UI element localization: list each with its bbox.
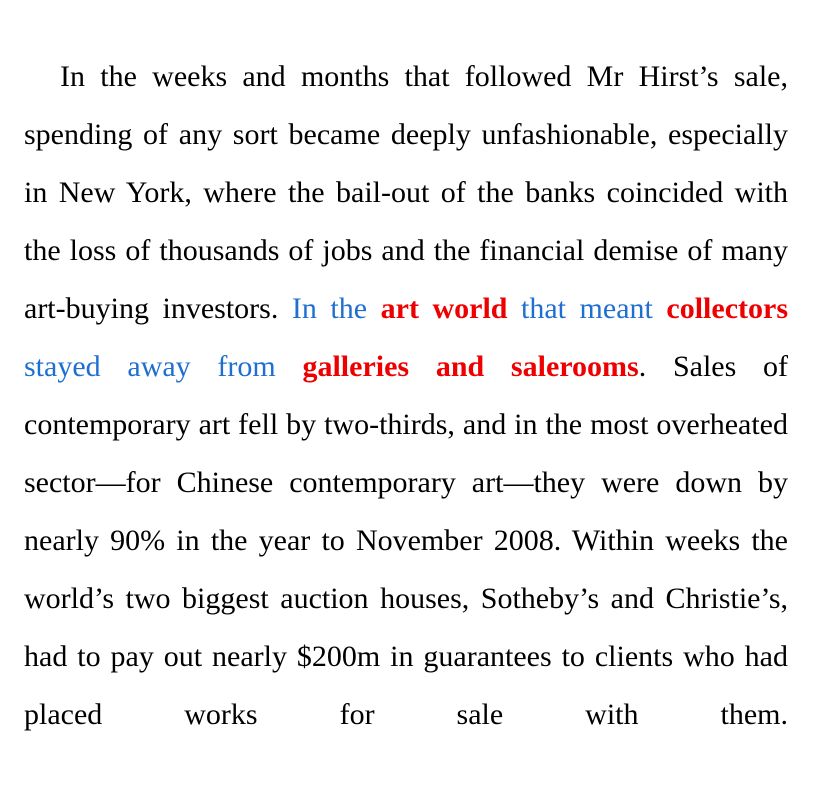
text-run-red-6: galleries and salerooms [302, 350, 639, 383]
text-run-black-0: In the weeks and months that followed Mr Hirst’s sale, spending of any sort became deeply unfashionable, especially in New York, where the bail-out of the banks coincided with the loss of thousands of jobs and the financial demise of many art-buying investors. [24, 60, 788, 325]
text-run-blue-1: In the [291, 292, 381, 325]
text-run-red-4: collectors [666, 292, 789, 325]
text-run-blue-3: that meant [507, 292, 667, 325]
text-run-blue-5: stayed away from [24, 350, 303, 383]
text-run-black-7: . Sales of contemporary art fell by two-thirds, and in the most overheated sector—for Chinese contemporary art—they were down by nearly 90% in the year to November 2008. Within weeks the world’s two biggest auction houses, Sotheby’s and Christie’s, had to pay out nearly $200m in guarantees to clients who had placed works for sale with them. [24, 350, 788, 731]
body-paragraph [24, 48, 788, 802]
text-run-red-2: art world [380, 292, 508, 325]
